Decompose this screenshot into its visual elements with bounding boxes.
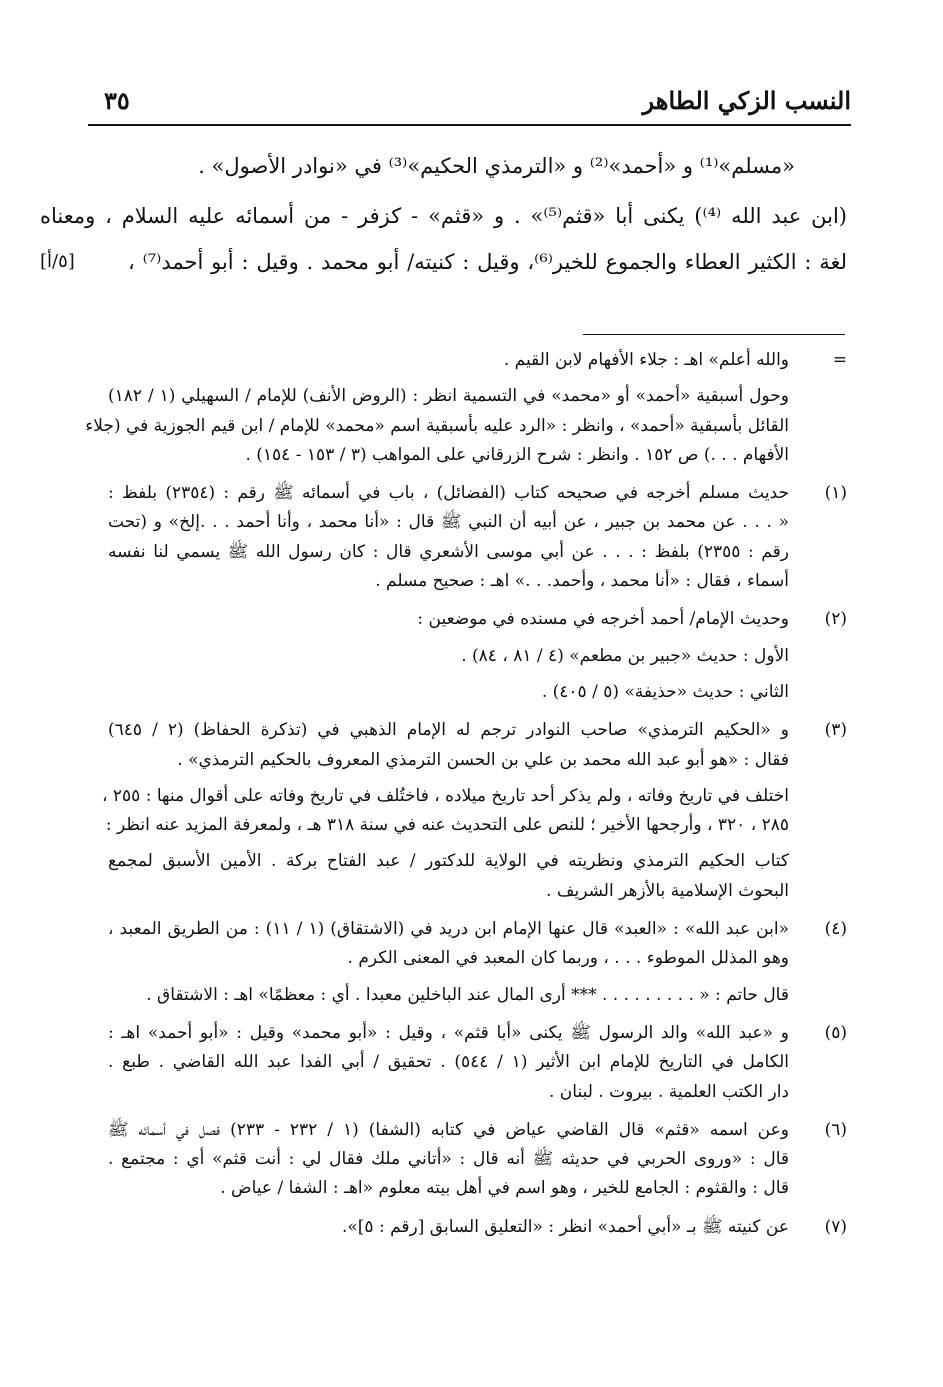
footnote-body xyxy=(108,1116,789,1204)
footnote-line: الأول : حديث «جبير بن مطعم» (٤ / ٨١ ، ٨٤) . xyxy=(461,645,789,666)
footnote-line: ٢٨٥ ، ٣٢٠ ، وأرجحها الأخير ؛ للنص على التحديث عنه في سنة ٣١٨ هـ ، ولمعرفة المزيد عنه انظر : xyxy=(105,815,789,836)
footnote-line: « . . . عن محمد بن جبير ، عن أبيه أن النبي ﷺ قال : «أنا محمد ، وأنا أحمد . . .إلخ» و (تحت xyxy=(108,512,789,533)
main-line-1: «مسلم»⁽¹⁾ و «أحمد»⁽²⁾ و «الترمذي الحكيم»⁽³⁾ في «نوادر الأصول» . xyxy=(198,154,795,178)
footnote-marker: (١) xyxy=(824,483,847,504)
footnote-line: فقال : «هو أبو عبد الله محمد بن علي بن الحسن الترمذي المعروف بالحكيم الترمذي» . xyxy=(177,749,789,770)
footnote-line: كتاب الحكيم الترمذي ونظريته في الولاية للدكتور / عبد الفتاح بركة . الأمين الأسبق لمجمع xyxy=(108,851,789,872)
footnote-line: دار الكتب العلمية . بيروت . لبنان . xyxy=(548,1081,789,1102)
footnote-separator xyxy=(583,334,845,335)
footnote-body xyxy=(102,716,789,906)
footnote-line: و «الحكيم الترمذي» صاحب النوادر ترجم له الإمام الذهبي في (تذكرة الحفاظ) (٢ / ٦٤٥) xyxy=(108,720,789,741)
footnote-line: الأفهام . . .) ص ١٥٢ . وانظر : شرح الزرقاني على المواهب (٣ / ١٥٣ - ١٥٤) . xyxy=(245,444,789,465)
page-header xyxy=(88,84,851,126)
footnote-3 xyxy=(102,716,847,906)
footnote-line: وحول أسبقية «أحمد» أو «محمد» في التسمية انظر : (الروض الأنف) للإمام / السهيلي (١ / ١٨٢) xyxy=(108,386,789,407)
footnote-1 xyxy=(108,479,847,596)
main-line-3: لغة : الكثير العطاء والجموع للخير⁽⁶⁾، وقيل : كنيته/ أبو محمد . وقيل : أبو أحمد⁽⁷⁾ ، xyxy=(128,250,847,274)
footnote-line: القائل بأسبقية «أحمد» ، وانظر : «الرد عليه بأسبقية اسم «محمد» للإمام / ابن قيم الجوزية في (جلاء xyxy=(85,415,789,436)
footnote-line: رقم : ٢٣٥٥) بلفظ : . . . عن أبي موسى الأشعري قال : كان رسول الله ﷺ يسمي لنا نفسه xyxy=(108,541,789,562)
footnote-paragraph xyxy=(108,847,789,906)
footnote-paragraph xyxy=(108,642,789,671)
footnote-line: و «عبد الله» والد الرسول ﷺ يكنى «أبا قثم» ، وقيل : «أبو محمد» وقيل : «أبو أحمد» اهـ : xyxy=(108,1022,789,1043)
footnote-body xyxy=(108,479,789,596)
footnote-body xyxy=(85,346,789,470)
folio-reference: [٥/أ] xyxy=(40,251,75,272)
running-title: النسب الزكي الطاهر xyxy=(642,86,851,115)
footnote-line: أسماء ، فقال : «أنا محمد ، وأحمد. . .» اهـ : صحيح مسلم . xyxy=(375,571,789,592)
footnote-5 xyxy=(108,1019,847,1107)
footnote-line: «ابن عبد الله» : «العبد» قال عنها الإمام ابن دريد في (الاشتقاق) (١ / ١١) : من الطريق المعبد ، xyxy=(108,919,789,940)
footnote-paragraph xyxy=(108,1213,789,1242)
footnote-paragraph xyxy=(108,915,789,974)
footnote-line: اختلف في تاريخ وفاته ، ولم يذكر أحد تاريخ ميلاده ، فاختُلف في تاريخ وفاته على أقوال منها : ٢٥٥ ، xyxy=(102,785,789,806)
main-line-2: (ابن عبد الله ⁽⁴⁾) يكنى أبا «قثم⁽⁵⁾» . و «قثم» - كزفر - من أسمائه عليه السلام ، ومعناه xyxy=(40,204,847,228)
page-number: ٣٥ xyxy=(104,86,130,115)
footnote-paragraph xyxy=(108,346,789,375)
footnote-body xyxy=(108,1019,789,1107)
footnote-continued xyxy=(85,346,847,470)
footnote-marker: = xyxy=(832,350,847,370)
footnote-paragraph xyxy=(102,782,789,841)
footnote-line: وعن اسمه «قثم» قال القاضي عياض في كتابه (الشفا) (١ / ٢٣٢ - ٢٣٣) فصل في أسمائه ﷺ xyxy=(108,1119,789,1140)
footnote-line: قال حاتم : « . . . . . . . . . *** أرى المال عند الباخلين معبدا . أي : معظمًا» اهـ : الاشتقاق . xyxy=(146,984,789,1005)
footnote-line: وهو المذلل الموطوء . . . ، وربما كان المعبد في المعنى الكرم . xyxy=(347,948,789,969)
footnote-6 xyxy=(108,1116,847,1204)
footnote-marker: (٦) xyxy=(824,1119,847,1140)
footnote-paragraph xyxy=(108,479,789,596)
footnote-line: وحديث الإمام/ أحمد أخرجه في مسنده في موضعين : xyxy=(417,609,789,630)
footnote-marker: (٣) xyxy=(824,720,847,741)
footnote-line: البحوث الإسلامية بالأزهر الشريف . xyxy=(546,880,789,901)
footnote-paragraph xyxy=(108,981,789,1010)
footnote-paragraph xyxy=(108,1116,789,1204)
footnote-body xyxy=(108,605,789,707)
footnote-marker: (٧) xyxy=(824,1216,847,1237)
footnote-2 xyxy=(108,605,847,707)
footnote-4 xyxy=(108,915,847,1010)
footnote-line: عن كنيته ﷺ بـ «أبي أحمد» انظر : «التعليق السابق [رقم : ٥]». xyxy=(341,1216,789,1237)
footnotes xyxy=(85,346,847,1251)
footnote-paragraph xyxy=(108,1019,789,1107)
footnote-body xyxy=(108,1213,789,1242)
footnote-line: حديث مسلم أخرجه في صحيحه كتاب (الفضائل) ، باب في أسمائه ﷺ رقم : (٢٣٥٤) بلفظ : xyxy=(108,483,789,504)
footnote-line: الثاني : حديث «حذيفة» (٥ / ٤٠٥) . xyxy=(541,681,789,702)
footnote-line: والله أعلم» اهـ : جلاء الأفهام لابن القيم . xyxy=(503,350,789,370)
footnote-line: قال : «وروى الحربي في حديثه ﷺ أنه قال : «أتاني ملك فقال لي : أنت قثم» أي : مجتمع . xyxy=(108,1149,789,1170)
footnote-marker: (٢) xyxy=(824,609,847,630)
footnote-7 xyxy=(108,1213,847,1242)
footnote-paragraph xyxy=(108,605,789,634)
footnote-marker: (٤) xyxy=(824,919,847,940)
footnote-body xyxy=(108,915,789,1010)
footnote-line: قال : والقثوم : الجامع للخير ، وهو اسم في أهل بيته معلوم «اهـ : الشفا / عياض . xyxy=(220,1178,789,1199)
footnote-marker: (٥) xyxy=(824,1022,847,1043)
footnote-paragraph xyxy=(108,716,789,775)
footnote-paragraph xyxy=(108,678,789,707)
footnote-paragraph xyxy=(85,382,789,470)
footnote-line: الكامل في التاريخ للإمام ابن الأثير (١ / ٥٤٤) . تحقيق / أبي الفدا عبد الله القاضي . طبع . xyxy=(108,1052,789,1073)
